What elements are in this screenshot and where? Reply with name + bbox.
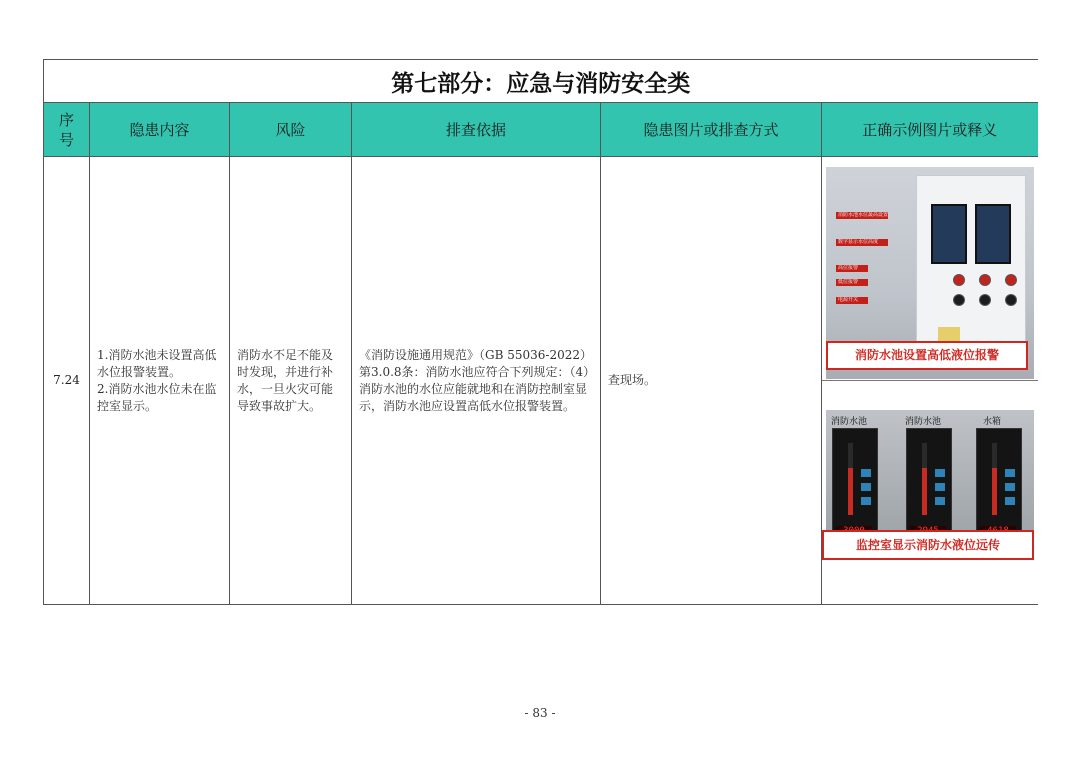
level-panel bbox=[976, 417, 1022, 536]
switch-knob bbox=[979, 294, 991, 306]
switch-knob bbox=[1005, 294, 1017, 306]
hazard-line-2: 2.消防水池水位未在监控室显示。 bbox=[97, 381, 217, 413]
risk-text: 消防水不足不能及时发现，并进行补水，一旦火灾可能导致事故扩大。 bbox=[230, 157, 352, 605]
header-risk: 风险 bbox=[230, 103, 352, 157]
level-meter-right bbox=[975, 204, 1011, 264]
header-basis: 排查依据 bbox=[352, 103, 601, 157]
hazard-content bbox=[90, 157, 230, 605]
header-example: 正确示例图片或释义 bbox=[822, 103, 1038, 157]
example-caption-1: 消防水池设置高低液位报警 bbox=[826, 341, 1028, 370]
panel-label: 消防水池 bbox=[905, 417, 942, 427]
level-meter-left bbox=[931, 204, 967, 264]
header-num: 序号 bbox=[44, 103, 90, 157]
panel-button bbox=[1005, 483, 1015, 491]
header-method: 隐患图片或排查方式 bbox=[601, 103, 822, 157]
section-title: 第七部分：应急与消防安全类 bbox=[44, 60, 1038, 103]
page-number: - 83 - bbox=[524, 706, 556, 720]
alarm-cabinet bbox=[916, 175, 1026, 345]
panel-button bbox=[935, 483, 945, 491]
switch-knob bbox=[953, 294, 965, 306]
level-bar bbox=[848, 443, 853, 515]
example-caption-2: 监控室显示消防水液位远传 bbox=[822, 530, 1034, 560]
panel-button bbox=[1005, 497, 1015, 505]
panel-button bbox=[935, 497, 945, 505]
level-panel bbox=[905, 417, 952, 536]
example-cell bbox=[822, 157, 1038, 605]
alarm-knob bbox=[953, 274, 965, 286]
photo-tag: 低位报警 bbox=[836, 279, 868, 286]
photo-tag: 消防水池水位最高设置 bbox=[838, 212, 888, 218]
example-1 bbox=[822, 157, 1038, 380]
example-2 bbox=[822, 380, 1038, 604]
hazard-table bbox=[43, 59, 1038, 605]
panel-label: 水箱 bbox=[983, 417, 1002, 427]
panel-label: 消防水池 bbox=[831, 417, 868, 427]
panel-button bbox=[861, 497, 871, 505]
alarm-knob bbox=[1005, 274, 1017, 286]
document-table-container bbox=[43, 59, 1037, 605]
hazard-line-1: 1.消防水池未设置高低水位报警装置。 bbox=[97, 347, 217, 379]
panel-button bbox=[1005, 469, 1015, 477]
monitor-panel-photo bbox=[826, 410, 1034, 536]
basis-text: 《消防设施通用规范》（GB 55036-2022）第3.0.8条：消防水池应符合下列规定：（4）消防水池的水位应能就地和在消防控制室显示，消防水池应设置高低水位报警装置。 bbox=[352, 157, 601, 605]
panel-button bbox=[861, 483, 871, 491]
level-bar bbox=[992, 443, 997, 515]
photo-tag: 高位报警 bbox=[836, 265, 868, 272]
method-text: 查现场。 bbox=[601, 157, 822, 605]
panel-button bbox=[861, 469, 871, 477]
header-hazard: 隐患内容 bbox=[90, 103, 230, 157]
photo-tag: 电源开关 bbox=[836, 297, 868, 304]
row-number: 7.24 bbox=[44, 157, 90, 605]
nameplate bbox=[938, 327, 960, 341]
level-panel bbox=[831, 417, 878, 536]
alarm-knob bbox=[979, 274, 991, 286]
level-bar bbox=[922, 443, 927, 515]
photo-tag: 数字显示水位高度 bbox=[836, 239, 888, 246]
panel-button bbox=[935, 469, 945, 477]
